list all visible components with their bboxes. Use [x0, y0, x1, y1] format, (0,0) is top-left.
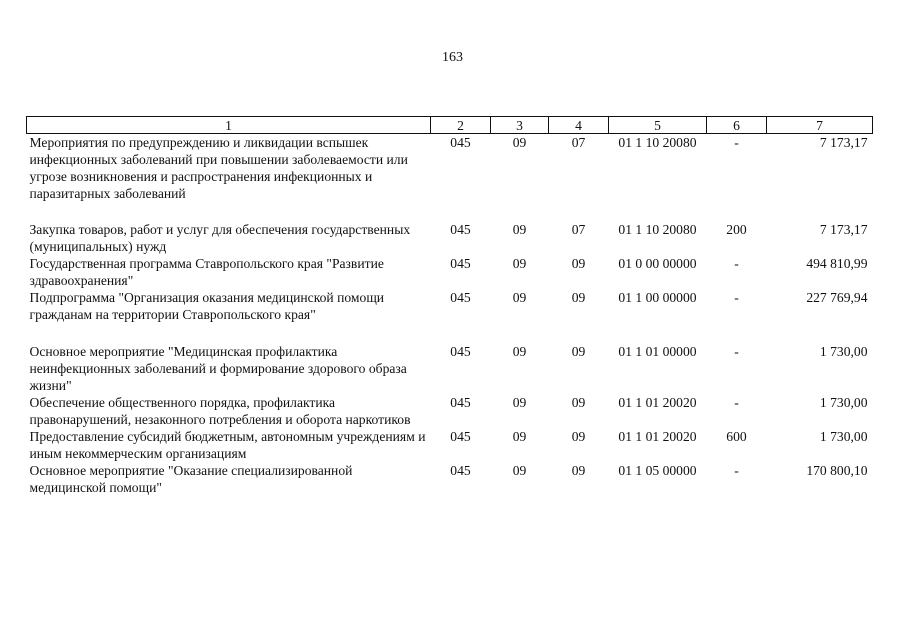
row-col3: 09 — [512, 290, 527, 305]
row-col5: 01 0 00 00000 — [618, 256, 697, 271]
row-col2: 045 — [450, 463, 471, 478]
row-col4: 09 — [571, 395, 586, 410]
row-col6: 600 — [726, 429, 747, 444]
row-col2: 045 — [450, 256, 471, 271]
row-col7: 1 730,00 — [819, 344, 868, 359]
budget-table — [26, 116, 873, 496]
header-col-3: 3 — [491, 117, 549, 134]
header-col-5: 5 — [609, 117, 707, 134]
row-name: Основное мероприятие "Оказание специализированной медицинской помощи" — [29, 463, 353, 495]
header-col-4: 4 — [549, 117, 609, 134]
table-row — [27, 289, 873, 343]
row-col4: 07 — [571, 135, 586, 150]
header-col-1: 1 — [27, 117, 431, 134]
row-col7: 494 810,99 — [806, 256, 868, 271]
row-col4: 09 — [571, 463, 586, 478]
page-number: 163 — [442, 50, 463, 65]
table-row — [27, 462, 873, 496]
header-col-2: 2 — [431, 117, 491, 134]
row-col7: 170 800,10 — [806, 463, 868, 478]
row-name: Предоставление субсидий бюджетным, автономным учреждениям и иным некоммерческим организациям — [29, 429, 426, 461]
row-name: Государственная программа Ставропольского края "Развитие здравоохранения" — [29, 256, 384, 288]
row-col4: 09 — [571, 429, 586, 444]
header-col-6: 6 — [707, 117, 767, 134]
row-col5: 01 1 01 00000 — [618, 344, 697, 359]
row-name: Закупка товаров, работ и услуг для обеспечения государственных (муниципальных) нужд — [29, 222, 411, 254]
row-col6: - — [734, 395, 739, 410]
row-col5: 01 1 01 20020 — [618, 395, 697, 410]
row-col7: 1 730,00 — [819, 429, 868, 444]
row-col3: 09 — [512, 429, 527, 444]
table-row — [27, 221, 873, 255]
row-col7: 7 173,17 — [819, 135, 868, 150]
row-col6: - — [734, 463, 739, 478]
table-row — [27, 134, 873, 222]
header-col-7: 7 — [767, 117, 873, 134]
row-col6: - — [734, 135, 739, 150]
row-col5: 01 1 10 20080 — [618, 135, 697, 150]
row-col4: 07 — [571, 222, 586, 237]
row-col6: - — [734, 256, 739, 271]
row-col5: 01 1 00 00000 — [618, 290, 697, 305]
row-name: Подпрограмма "Организация оказания медицинской помощи гражданам на территории Ставропольского края" — [29, 290, 385, 322]
row-col3: 09 — [512, 344, 527, 359]
row-name: Мероприятия по предупреждению и ликвидации вспышек инфекционных заболеваний при повышении заболеваемости или угрозе возникновения и распространения инфекционных и паразитарных заболеваний — [29, 135, 408, 201]
row-col7: 227 769,94 — [806, 290, 868, 305]
row-col6: 200 — [726, 222, 747, 237]
row-col5: 01 1 05 00000 — [618, 463, 697, 478]
row-col7: 1 730,00 — [819, 395, 868, 410]
row-col2: 045 — [450, 395, 471, 410]
row-col3: 09 — [512, 463, 527, 478]
row-name: Обеспечение общественного порядка, профилактика правонарушений, незаконного потребления и оборота наркотиков — [29, 395, 411, 427]
table-row — [27, 428, 873, 462]
table-row — [27, 343, 873, 394]
row-col3: 09 — [512, 135, 527, 150]
row-col3: 09 — [512, 222, 527, 237]
row-col6: - — [734, 344, 739, 359]
row-col4: 09 — [571, 256, 586, 271]
row-col5: 01 1 10 20080 — [618, 222, 697, 237]
row-name: Основное мероприятие "Медицинская профилактика неинфекционных заболеваний и формирование здорового образа жизни" — [29, 344, 407, 393]
row-col7: 7 173,17 — [819, 222, 868, 237]
row-col4: 09 — [571, 290, 586, 305]
row-col2: 045 — [450, 344, 471, 359]
row-col2: 045 — [450, 135, 471, 150]
table-row — [27, 255, 873, 289]
row-col5: 01 1 01 20020 — [618, 429, 697, 444]
row-col4: 09 — [571, 344, 586, 359]
row-col3: 09 — [512, 256, 527, 271]
table-row — [27, 394, 873, 428]
row-col3: 09 — [512, 395, 527, 410]
row-col2: 045 — [450, 429, 471, 444]
row-col2: 045 — [450, 222, 471, 237]
table-header-row — [27, 117, 873, 134]
row-col6: - — [734, 290, 739, 305]
row-col2: 045 — [450, 290, 471, 305]
